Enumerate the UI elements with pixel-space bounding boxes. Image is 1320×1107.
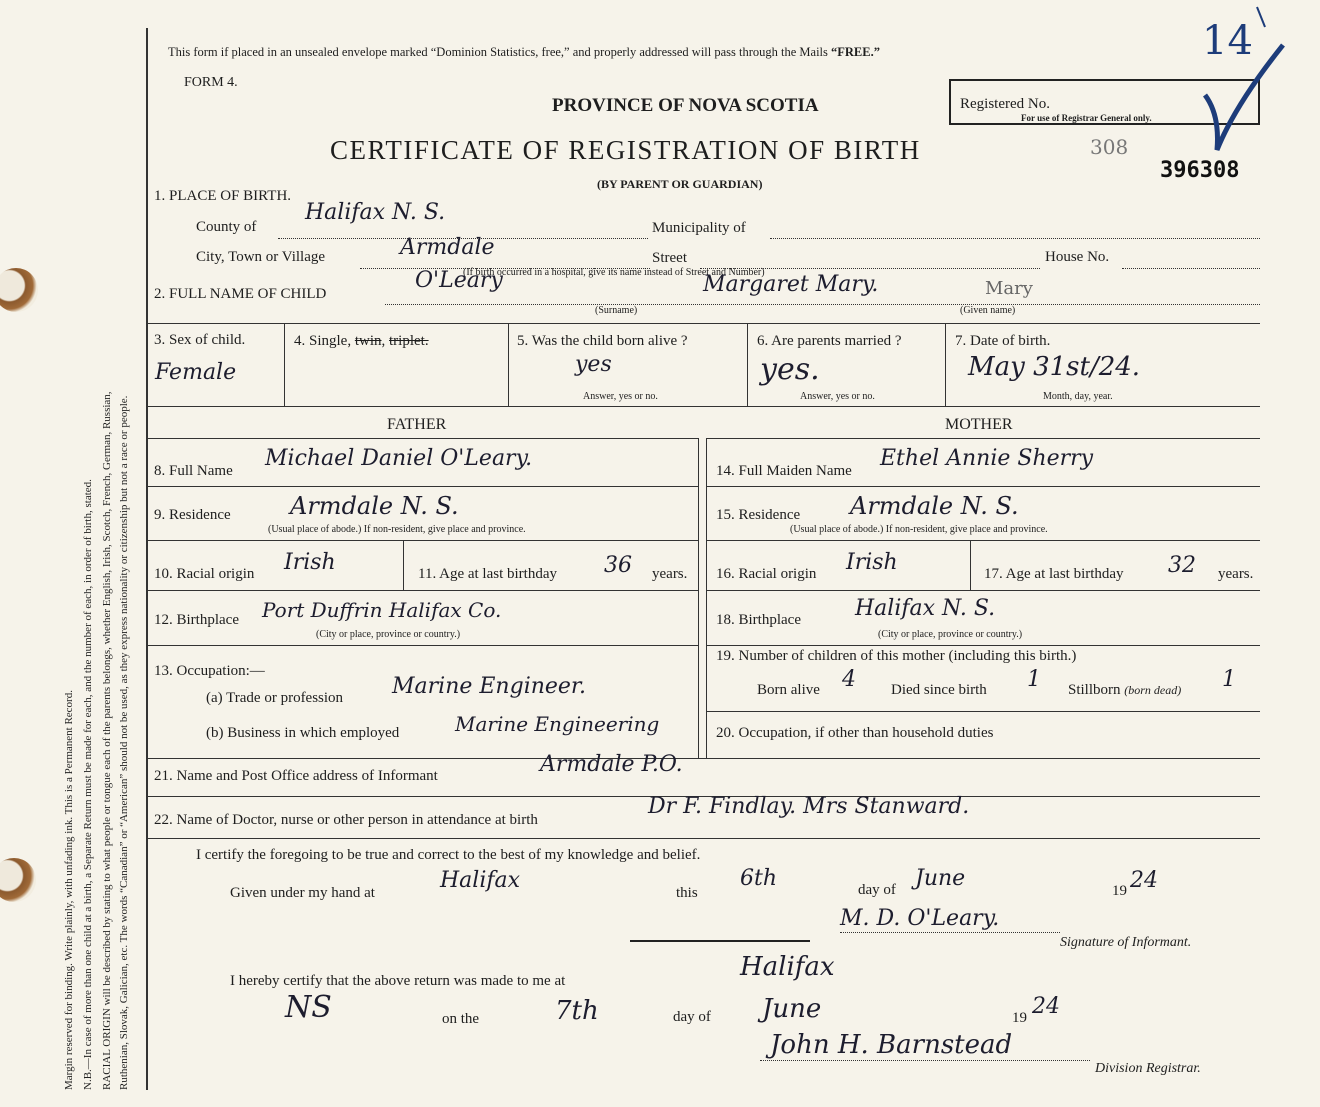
- trade-value: Marine Engineer.: [392, 674, 587, 699]
- county-value: Halifax N. S.: [305, 200, 446, 225]
- father-heading: FATHER: [387, 416, 447, 433]
- mother-years-label: years.: [1218, 566, 1254, 582]
- informant-label: 21. Name and Post Office address of Informant: [154, 768, 438, 784]
- father-abode-caption: (Usual place of abode.) If non-resident, give place and province.: [268, 524, 526, 535]
- day-of-label: day of: [858, 882, 896, 898]
- street-label: Street: [652, 250, 687, 266]
- county-label: County of: [196, 219, 257, 235]
- stillborn-label: Stillborn (born dead): [1068, 682, 1182, 698]
- mail-notice: This form if placed in an unsealed envelope marked “Dominion Statistics, free,” and properly addressed will pass through the Mails “FREE.”: [168, 45, 880, 59]
- margin-rule: [146, 28, 148, 1090]
- certificate-title: CERTIFICATE OF REGISTRATION OF BIRTH: [330, 135, 921, 165]
- mother-name-value: Ethel Annie Sherry: [880, 446, 1094, 471]
- parents-married-label: 6. Are parents married ?: [757, 333, 902, 349]
- given-year-value: 24: [1130, 868, 1158, 893]
- this-label: this: [676, 885, 698, 901]
- margin-note-4: Ruthenian, Slovak, Galician, etc. The words “Canadian” or “American” should not be used, as they express nationality or citizenship but not a race or people.: [118, 395, 130, 1090]
- dob-label: 7. Date of birth.: [955, 333, 1051, 349]
- day-of-label-2: day of: [673, 1009, 711, 1025]
- mother-abode-caption: (Usual place of abode.) If non-resident, give place and province.: [790, 524, 1048, 535]
- father-birthplace-value: Port Duffrin Halifax Co.: [262, 598, 502, 622]
- child-surname: O'Leary: [415, 268, 503, 293]
- given-under-label: Given under my hand at: [230, 885, 375, 901]
- father-name-label: 8. Full Name: [154, 463, 233, 479]
- business-label: (b) Business in which employed: [206, 725, 400, 741]
- informant-signature: M. D. O'Leary.: [840, 906, 1000, 931]
- father-residence-label: 9. Residence: [154, 507, 231, 523]
- given-name-caption: (Given name): [960, 305, 1016, 316]
- mother-name-label: 14. Full Maiden Name: [716, 463, 852, 479]
- signature-caption: Signature of Informant.: [1060, 935, 1192, 950]
- given-at-value: Halifax: [440, 868, 521, 893]
- business-value: Marine Engineering: [455, 712, 660, 736]
- binding-hole-bottom: [0, 858, 36, 902]
- child-given-name-pencil: Mary: [985, 278, 1033, 299]
- certificate-number: 396308: [1160, 158, 1240, 183]
- born-alive-value: yes: [575, 352, 612, 377]
- margin-note-2: N.B.—In case of more than one child at a birth, a Separate Return must be made for each, and the number of each, in order of birth, stated.: [82, 479, 94, 1090]
- child-name-label: 2. FULL NAME OF CHILD: [154, 286, 327, 302]
- registrar-use-note: For use of Registrar General only.: [1021, 113, 1152, 123]
- margin-note-3: RACIAL ORIGIN will be described by stating to what people or tongue each of the parents belongs, whether English, Irish, Scotch, French, German, Russian,: [101, 391, 113, 1090]
- mother-residence-value: Armdale N. S.: [850, 492, 1019, 520]
- father-birthplace-caption: (City or place, province or country.): [316, 629, 461, 640]
- mother-birthplace-value: Halifax N. S.: [855, 596, 996, 621]
- made-at-value: Halifax: [740, 952, 835, 982]
- certify-statement: I certify the foregoing to be true and correct to the best of my knowledge and belief.: [196, 847, 701, 863]
- mother-birthplace-caption: (City or place, province or country.): [878, 629, 1023, 640]
- born-alive-count-label: Born alive: [757, 682, 820, 698]
- corner-mark: 14: [1202, 18, 1253, 64]
- father-birthplace-label: 12. Birthplace: [154, 612, 239, 628]
- city-label: City, Town or Village: [196, 249, 326, 265]
- married-value: yes.: [760, 352, 820, 387]
- father-race-label: 10. Racial origin: [154, 566, 255, 582]
- father-years-label: years.: [652, 566, 688, 582]
- registered-no-label: Registered No.: [960, 96, 1050, 112]
- father-name-value: Michael Daniel O'Leary.: [265, 446, 533, 471]
- answer-caption-5: Answer, yes or no.: [583, 391, 658, 402]
- made-month-value: June: [762, 994, 822, 1024]
- form-number: FORM 4.: [184, 75, 238, 90]
- mother-birthplace-label: 18. Birthplace: [716, 612, 801, 628]
- checkmark-icon: [1195, 5, 1285, 155]
- dob-caption: Month, day, year.: [1043, 391, 1113, 402]
- house-no-label: House No.: [1045, 249, 1110, 265]
- father-age-label: 11. Age at last birthday: [418, 566, 557, 582]
- mother-race-label: 16. Racial origin: [716, 566, 817, 582]
- father-residence-value: Armdale N. S.: [290, 492, 459, 520]
- given-day-value: 6th: [740, 866, 778, 891]
- registrar-signature: John H. Barnstead: [770, 1030, 1013, 1060]
- died-count: 1: [1027, 667, 1041, 692]
- sex-value: Female: [155, 360, 237, 385]
- father-age-value: 36: [604, 553, 632, 578]
- dob-value: May 31st/24.: [968, 352, 1141, 382]
- year-prefix-2: 19: [1012, 1010, 1027, 1026]
- doctor-label: 22. Name of Doctor, nurse or other person in attendance at birth: [154, 812, 538, 828]
- child-given-name: Margaret Mary.: [703, 272, 879, 297]
- children-label: 19. Number of children of this mother (including this birth.): [716, 648, 1077, 664]
- mother-race-value: Irish: [846, 550, 898, 575]
- city-value: Armdale: [400, 235, 495, 260]
- born-alive-count: 4: [842, 667, 856, 692]
- informant-value: Armdale P.O.: [540, 752, 683, 777]
- father-race-value: Irish: [284, 550, 336, 575]
- made-year-value: 24: [1032, 994, 1060, 1019]
- given-month-value: June: [915, 866, 966, 891]
- sex-label: 3. Sex of child.: [154, 332, 246, 348]
- pencil-number: 308: [1090, 135, 1129, 159]
- on-the-label: on the: [442, 1011, 480, 1027]
- died-since-label: Died since birth: [891, 682, 987, 698]
- made-day-value: 7th: [555, 996, 599, 1026]
- answer-caption-6: Answer, yes or no.: [800, 391, 875, 402]
- mother-age-value: 32: [1168, 553, 1196, 578]
- stillborn-count: 1: [1222, 667, 1236, 692]
- born-alive-label: 5. Was the child born alive ?: [517, 333, 688, 349]
- province-heading: PROVINCE OF NOVA SCOTIA: [552, 95, 819, 116]
- place-of-birth-label: 1. PLACE OF BIRTH.: [154, 188, 292, 204]
- made-place-value: NS: [285, 990, 332, 1025]
- single-label: 4. Single, twin, triplet.: [294, 333, 429, 349]
- mother-heading: MOTHER: [945, 416, 1013, 433]
- margin-note-1: Margin reserved for binding. Write plainly, with unfading ink. This is a Permanent Record.: [63, 690, 75, 1090]
- certificate-subtitle: (BY PARENT OR GUARDIAN): [597, 177, 763, 191]
- hereby-certify-label: I hereby certify that the above return was made to me at: [230, 973, 566, 989]
- trade-label: (a) Trade or profession: [206, 690, 344, 706]
- registrar-caption: Division Registrar.: [1095, 1061, 1201, 1076]
- mother-age-label: 17. Age at last birthday: [984, 566, 1124, 582]
- municipality-label: Municipality of: [652, 220, 746, 236]
- hospital-note: (If birth occurred in a hospital, give its name instead of Street and Number): [463, 267, 765, 278]
- doctor-value: Dr F. Findlay. Mrs Stanward.: [648, 794, 970, 819]
- occupation-label: 13. Occupation:—: [154, 663, 265, 679]
- mother-residence-label: 15. Residence: [716, 507, 801, 523]
- binding-hole-top: [0, 268, 38, 312]
- year-prefix: 19: [1112, 883, 1127, 899]
- mother-occupation-label: 20. Occupation, if other than household duties: [716, 725, 994, 741]
- surname-caption: (Surname): [595, 305, 638, 316]
